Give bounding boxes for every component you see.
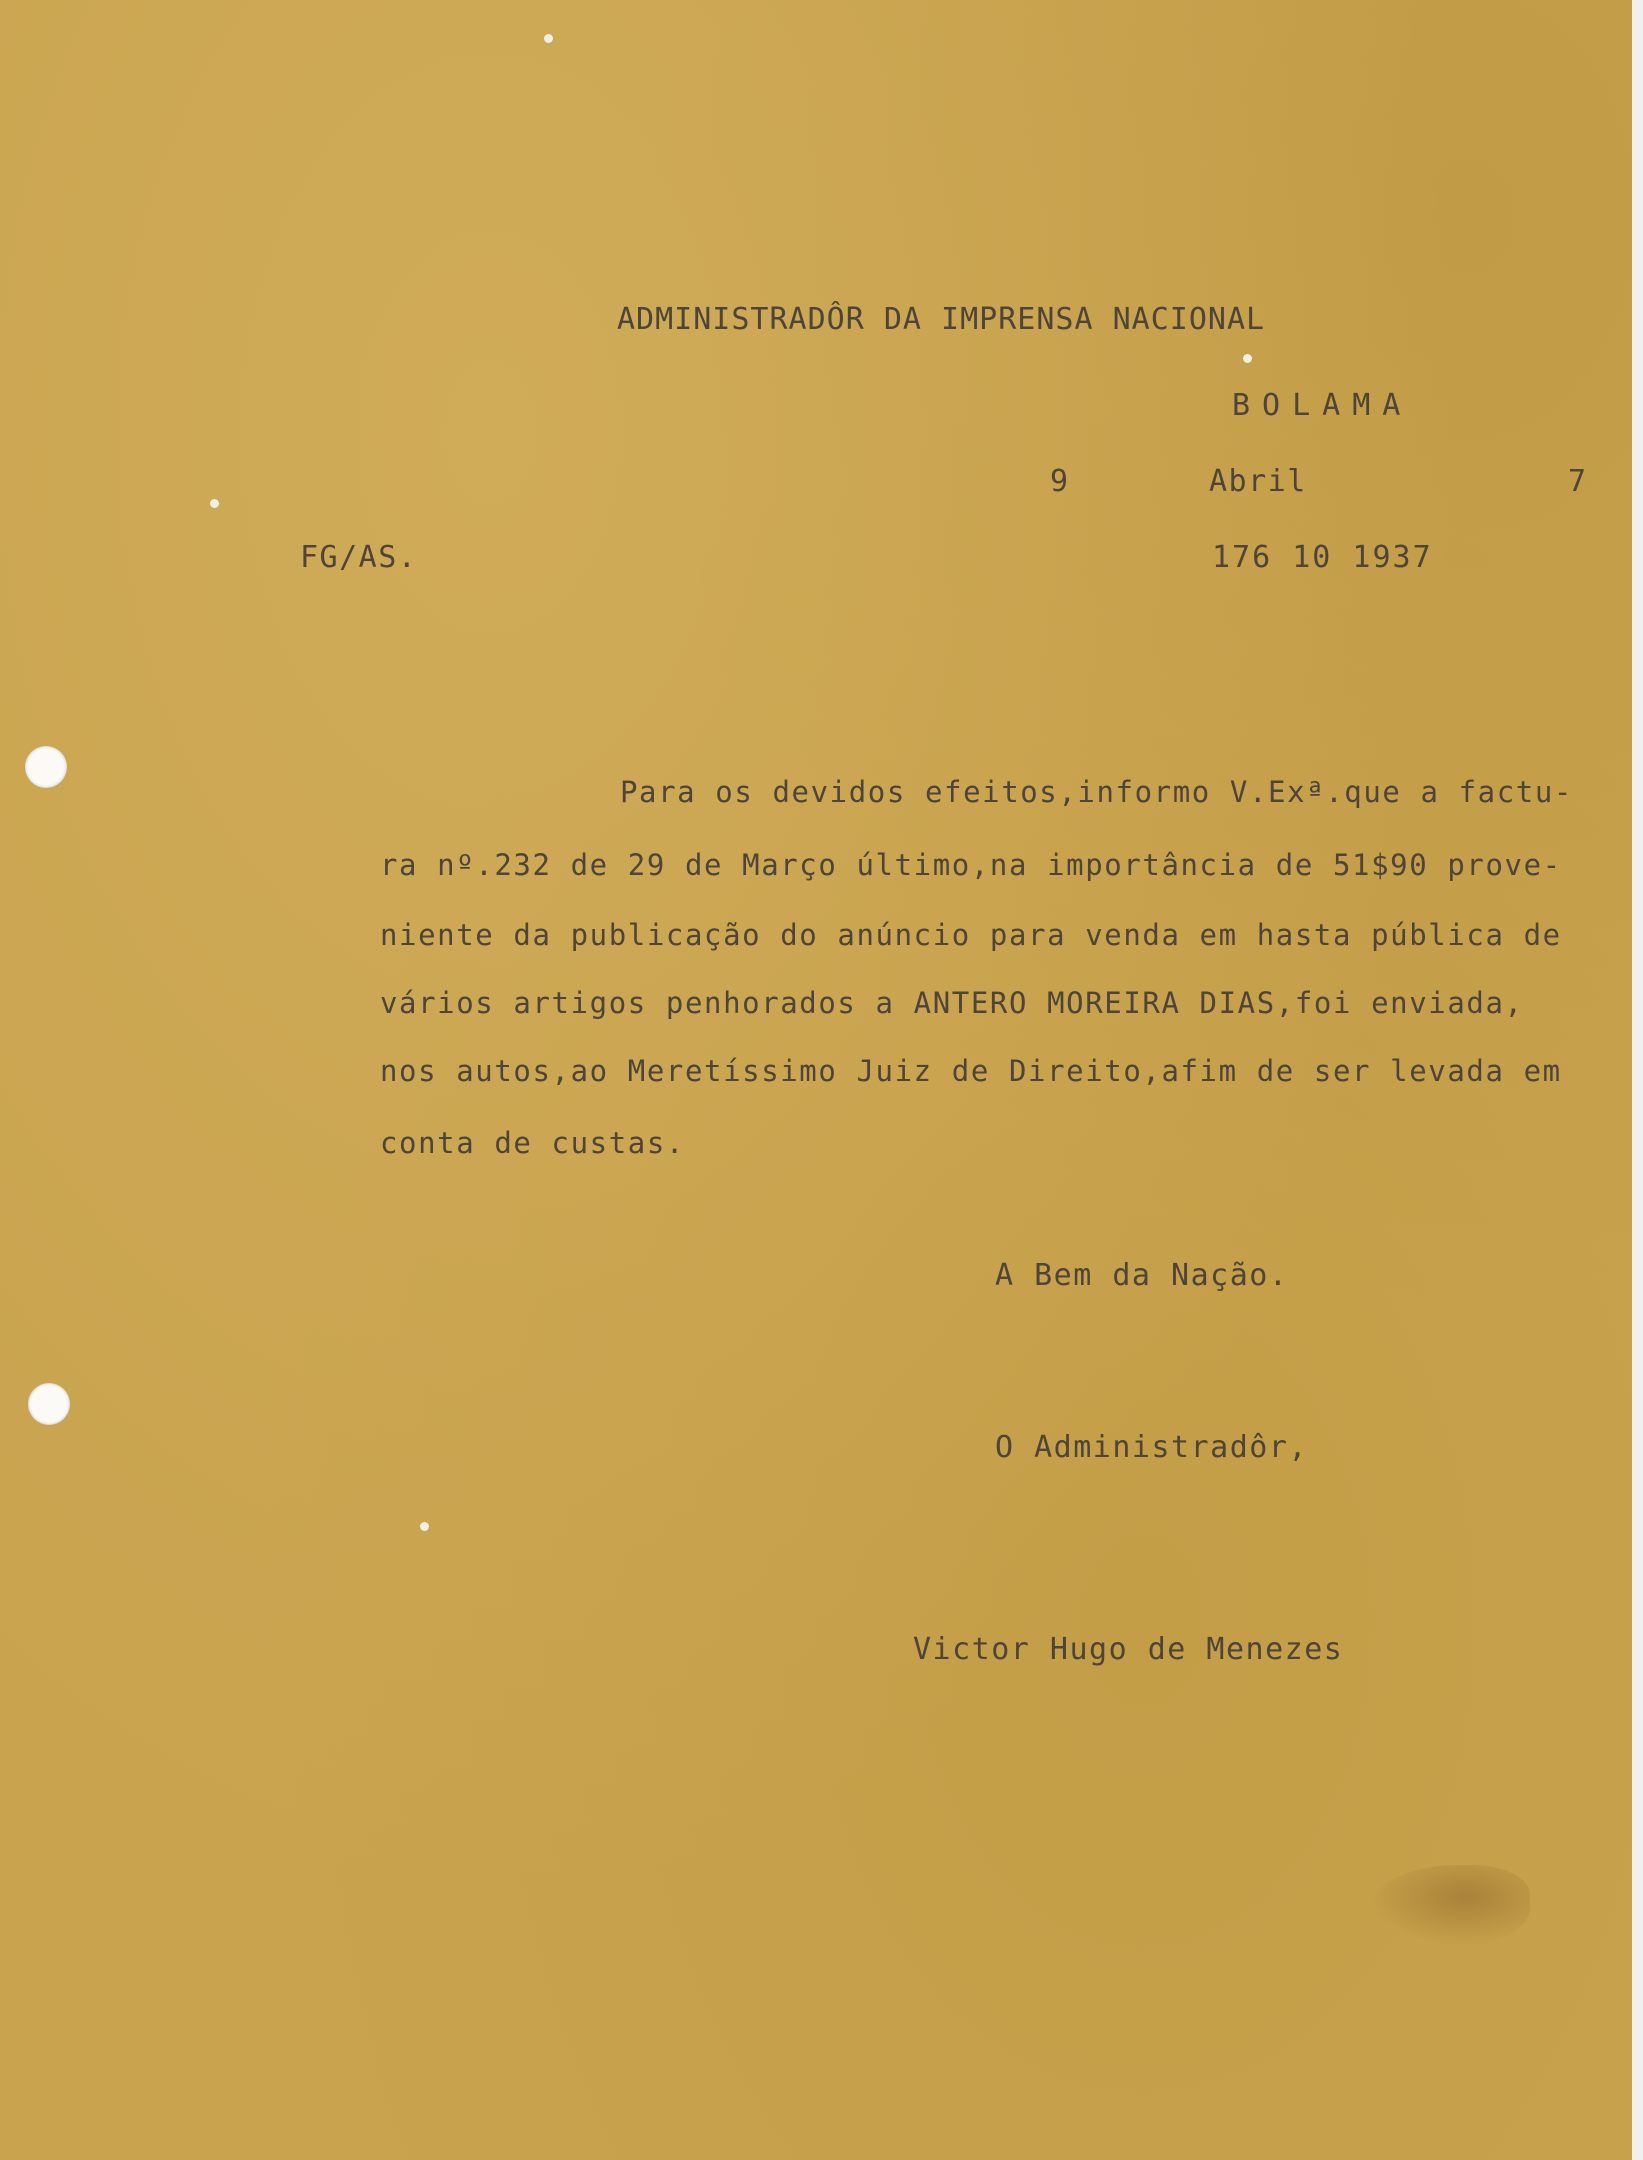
body-line: Para os devidos efeitos,informo V.Exª.que a factu- (620, 775, 1573, 809)
body-line: niente da publicação do anúncio para venda em hasta pública de (380, 918, 1562, 952)
closing-salutation: A Bem da Nação. (995, 1258, 1289, 1293)
body-line: ra nº.232 de 29 de Março último,na importância de 51$90 prove- (380, 848, 1562, 882)
reference-number: 176 10 1937 (1212, 540, 1433, 575)
paper-speck (420, 1522, 429, 1531)
body-line: conta de custas. (380, 1126, 685, 1160)
reference-code: FG/AS. (300, 540, 418, 575)
punch-hole (28, 1383, 70, 1425)
paper-speck (544, 34, 553, 43)
date-number: 7 (1568, 464, 1588, 499)
scan-edge (1632, 0, 1643, 2160)
paper-speck (1243, 354, 1252, 363)
paper-stain (1370, 1865, 1530, 1945)
punch-hole (25, 746, 67, 788)
document-heading: ADMINISTRADÔR DA IMPRENSA NACIONAL (617, 302, 1266, 337)
date-day: 9 (1050, 464, 1070, 499)
body-line: nos autos,ao Meretíssimo Juiz de Direito,afim de ser levada em (380, 1054, 1562, 1088)
city-name: BOLAMA (1232, 388, 1413, 423)
date-month: Abril (1209, 464, 1307, 499)
signatory-title: O Administradôr, (995, 1430, 1308, 1465)
body-line: vários artigos penhorados a ANTERO MOREIRA DIAS,foi enviada, (380, 986, 1524, 1020)
signatory-name: Victor Hugo de Menezes (913, 1632, 1344, 1667)
paper-speck (210, 499, 219, 508)
